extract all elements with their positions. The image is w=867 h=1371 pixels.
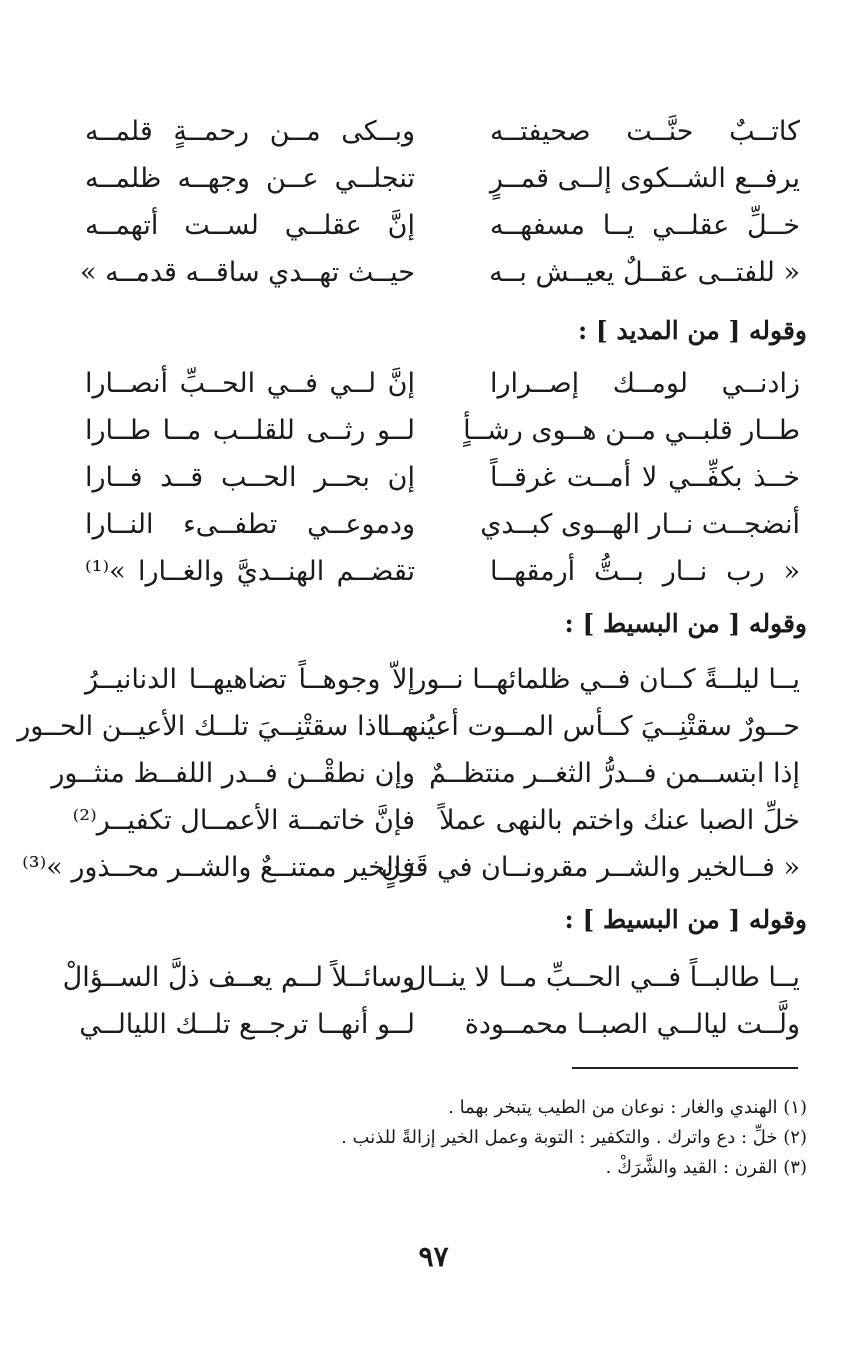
verse-line [17, 707, 810, 754]
verse-line [70, 552, 810, 599]
verse-second-hemistich: إلاّ وجوهــاً تضاهيهــا الدنانيــرُ [85, 664, 415, 695]
verse-second-hemistich: إنَّ عقلــي لســت أتهمــه [85, 210, 415, 241]
verse-line [70, 159, 810, 206]
verse-second-hemistich: لــو أنهــا ترجــع تلــك الليالــي [79, 1009, 415, 1040]
verse-second-hemistich: إن بحــر الحــب قــد فــارا [85, 462, 415, 493]
verse-line [70, 505, 810, 552]
verse-second-hemistich: وبــكى مــن رحمــةٍ قلمــه [85, 116, 415, 147]
verse-second-hemistich: حيــث تهــدي ساقــه قدمــه » [80, 257, 415, 288]
verse-second-hemistich: إنَّ لــي فــي الحــبِّ أنصــارا [85, 368, 415, 399]
verse-line [22, 848, 810, 895]
verse-second-hemistich: فإنَّ خاتمــة الأعمــال تكفيــر⁽²⁾ [72, 805, 415, 836]
verse-line [70, 206, 810, 253]
section-heading: وقوله [ من البسيط ] : [564, 905, 807, 934]
verse-line [51, 754, 810, 801]
verse-second-hemistich: لــو رثــى للقلــب مــا طــارا [85, 415, 415, 446]
poem-stanza-3 [17, 660, 810, 895]
poem-stanza-4 [62, 958, 810, 1052]
verse-first-hemistich: يرفــع الشــكوى إلــى قمــرٍ [489, 163, 800, 194]
verse-line [70, 801, 810, 848]
verse-first-hemistich: ولَّــت ليالــي الصبــا محمــودة [464, 1009, 800, 1040]
page-number: ٩٧ [418, 1240, 449, 1273]
verse-line [70, 364, 810, 411]
verse-line [70, 1005, 810, 1052]
verse-line [70, 253, 810, 300]
verse-first-hemistich: خــذ بكفِّــي لا أمــت غرقــاً [490, 462, 800, 493]
verse-second-hemistich: ودموعــي تطفــىء النــارا [85, 509, 415, 540]
verse-first-hemistich: خــلِّ عقلــي يــا مسفهــه [490, 210, 800, 241]
verse-first-hemistich: يــا طالبــاً فــي الحــبِّ مــا لا ينــال [406, 962, 800, 993]
verse-first-hemistich: « للفتــى عقــلٌ يعيــش بــه [489, 257, 800, 288]
verse-second-hemistich: مــاذا سقتْنِــيَ تلــك الأعيــن الحــور [17, 711, 415, 742]
verse-second-hemistich: فالخير ممتنــعٌ والشــر محــذور »⁽³⁾ [22, 852, 415, 883]
section-heading: وقوله [ من المديد ] : [577, 316, 807, 345]
verse-second-hemistich: وإن نطقْــن فــدر اللفــظ منثــور [51, 758, 415, 789]
verse-second-hemistich: تنجلــي عــن وجهــه ظلمــه [85, 163, 415, 194]
verse-line [62, 958, 810, 1005]
footnotes [107, 1093, 807, 1183]
verse-first-hemistich: « فــالخير والشــر مقرونــان في قَرَنٍ [380, 852, 800, 883]
verse-first-hemistich: طــار قلبــي مــن هــوى رشــأٍ [463, 415, 800, 446]
verse-line [70, 660, 810, 707]
verse-first-hemistich: « رب نــار بــتُّ أرمقهــا [490, 556, 800, 587]
footnote-3: (٣) القرن : القيد والشَّرَكْ . [605, 1157, 807, 1178]
poem-stanza-2 [70, 364, 810, 599]
verse-line [70, 458, 810, 505]
verse-first-hemistich: يــا ليلــةً كــان فــي ظلمائهــا نــور [413, 664, 800, 695]
verse-first-hemistich: كاتــبٌ حنَّــت صحيفتــه [490, 116, 800, 147]
verse-first-hemistich: حــورٌ سقتْنِــيَ كــأس المــوت أعيُنهــا [382, 711, 800, 742]
section-heading: وقوله [ من البسيط ] : [564, 609, 807, 638]
verse-first-hemistich: إذا ابتســمن فــدرُّ الثغــر منتظــمٌ [429, 758, 800, 789]
verse-first-hemistich: خلِّ الصبا عنك واختم بالنهى عملاً [439, 805, 800, 836]
verse-line [70, 112, 810, 159]
verse-second-hemistich: وسائــلاً لــم يعــف ذلَّ الســؤالْ [62, 962, 415, 993]
verse-line [70, 411, 810, 458]
footnote-separator [572, 1067, 798, 1069]
verse-first-hemistich: زادنــي لومــك إصــرارا [490, 368, 800, 399]
verse-first-hemistich: أنضجــت نــار الهــوى كبــدي [480, 509, 800, 540]
poem-stanza-1 [70, 112, 810, 300]
footnote-1: (١) الهندي والغار : نوعان من الطيب يتبخر بهما . [448, 1097, 807, 1118]
verse-second-hemistich: تقضــم الهنــديَّ والغــارا »⁽¹⁾ [85, 556, 415, 587]
footnote-2: (٢) خلِّ : دع واترك . والتكفير : التوبة وعمل الخير إزالةً للذنب . [341, 1127, 807, 1148]
